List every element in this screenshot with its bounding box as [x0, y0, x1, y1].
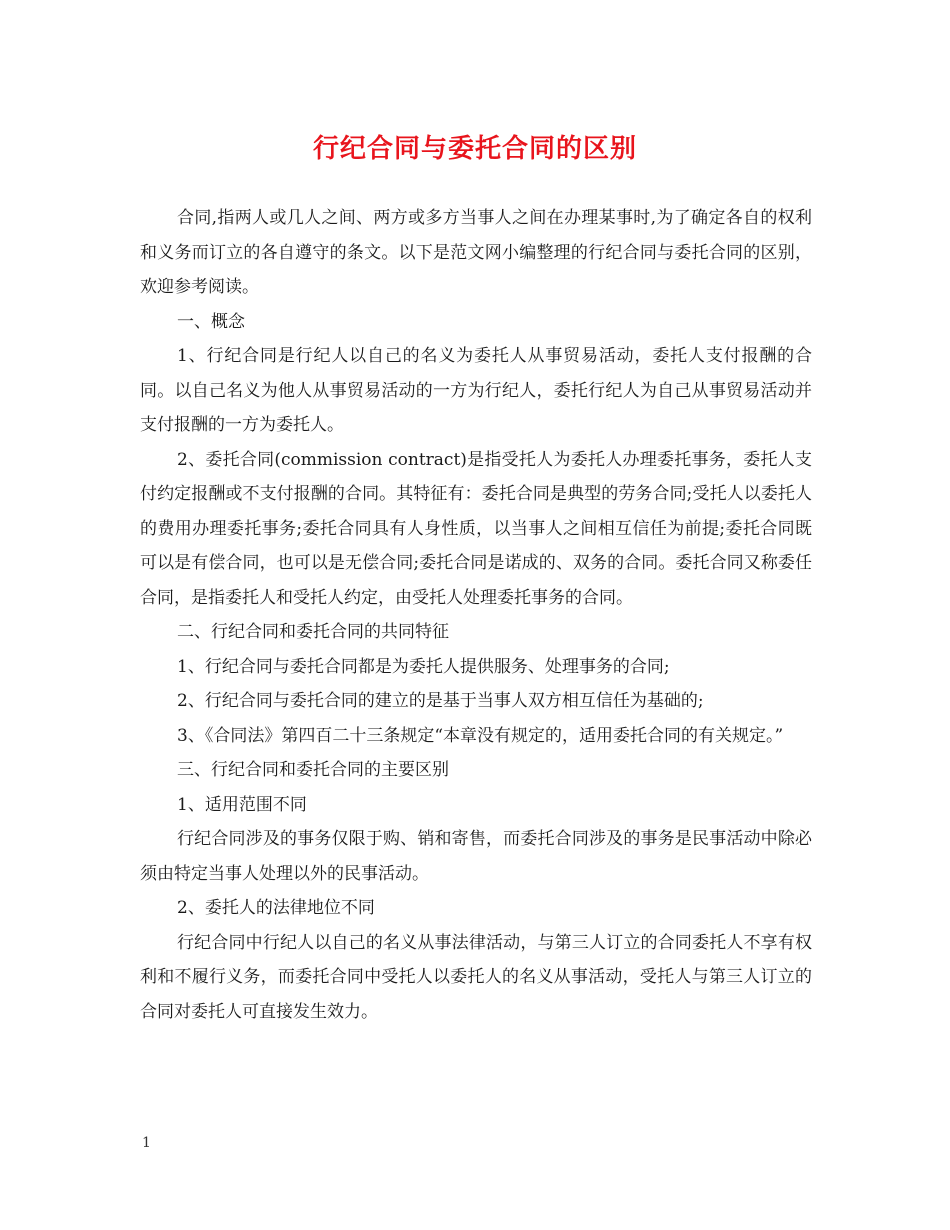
- subsection-heading: 2、委托人的法律地位不同: [177, 898, 375, 918]
- section-heading: 一、概念: [177, 311, 245, 332]
- page-number: 1: [142, 1135, 151, 1151]
- paragraph: 2、委托合同(commission contract)是指受托人为委托人办理委托事务，委托人支付约定报酬或不支付报酬的合同。其特征有：委托合同是典型的劳务合同;受托人以委托人的费用办理委托事务;委托合同具有人身性质，以当事人之间相互信任为前提;委托合同既可以是有偿合同，也可以是无偿合同;委托合同是诺成的、双务的合同。委托合同又称委任合同，是指委托人和受托人约定，由受托人处理委托事务的合同。: [140, 449, 812, 608]
- paragraph: 1、行纪合同是行纪人以自己的名义为委托人从事贸易活动，委托人支付报酬的合同。以自己名义为他人从事贸易活动的一方为行纪人，委托行纪人为自己从事贸易活动并支付报酬的一方为委托人。: [140, 346, 812, 435]
- document-body: [140, 201, 812, 1029]
- section-heading: 三、行纪合同和委托合同的主要区别: [177, 760, 449, 780]
- subsection-heading: 1、适用范围不同: [177, 794, 307, 815]
- paragraph: 行纪合同中行纪人以自己的名义从事法律活动，与第三人订立的合同委托人不享有权利和不履行义务，而委托合同中受托人以委托人的名义从事活动，受托人与第三人订立的合同对委托人可直接发生效力。: [140, 932, 812, 1022]
- paragraph: 2、行纪合同与委托合同的建立的是基于当事人双方相互信任为基础的;: [177, 691, 704, 711]
- paragraph: 3、《合同法》第四百二十三条规定“本章没有规定的，适用委托合同的有关规定。”: [177, 725, 784, 746]
- paragraph: 行纪合同涉及的事务仅限于购、销和寄售，而委托合同涉及的事务是民事活动中除必须由特定当事人处理以外的民事活动。: [140, 829, 812, 884]
- section-heading: 二、行纪合同和委托合同的共同特征: [177, 622, 449, 642]
- paragraph: 合同,指两人或几人之间、两方或多方当事人之间在办理某事时,为了确定各自的权利和义务而订立的各自遵守的条文。以下是范文网小编整理的行纪合同与委托合同的区别，欢迎参考阅读。: [140, 208, 812, 297]
- document-title: 行纪合同与委托合同的区别: [312, 134, 637, 164]
- paragraph: 1、行纪合同与委托合同都是为委托人提供服务、处理事务的合同;: [177, 656, 670, 677]
